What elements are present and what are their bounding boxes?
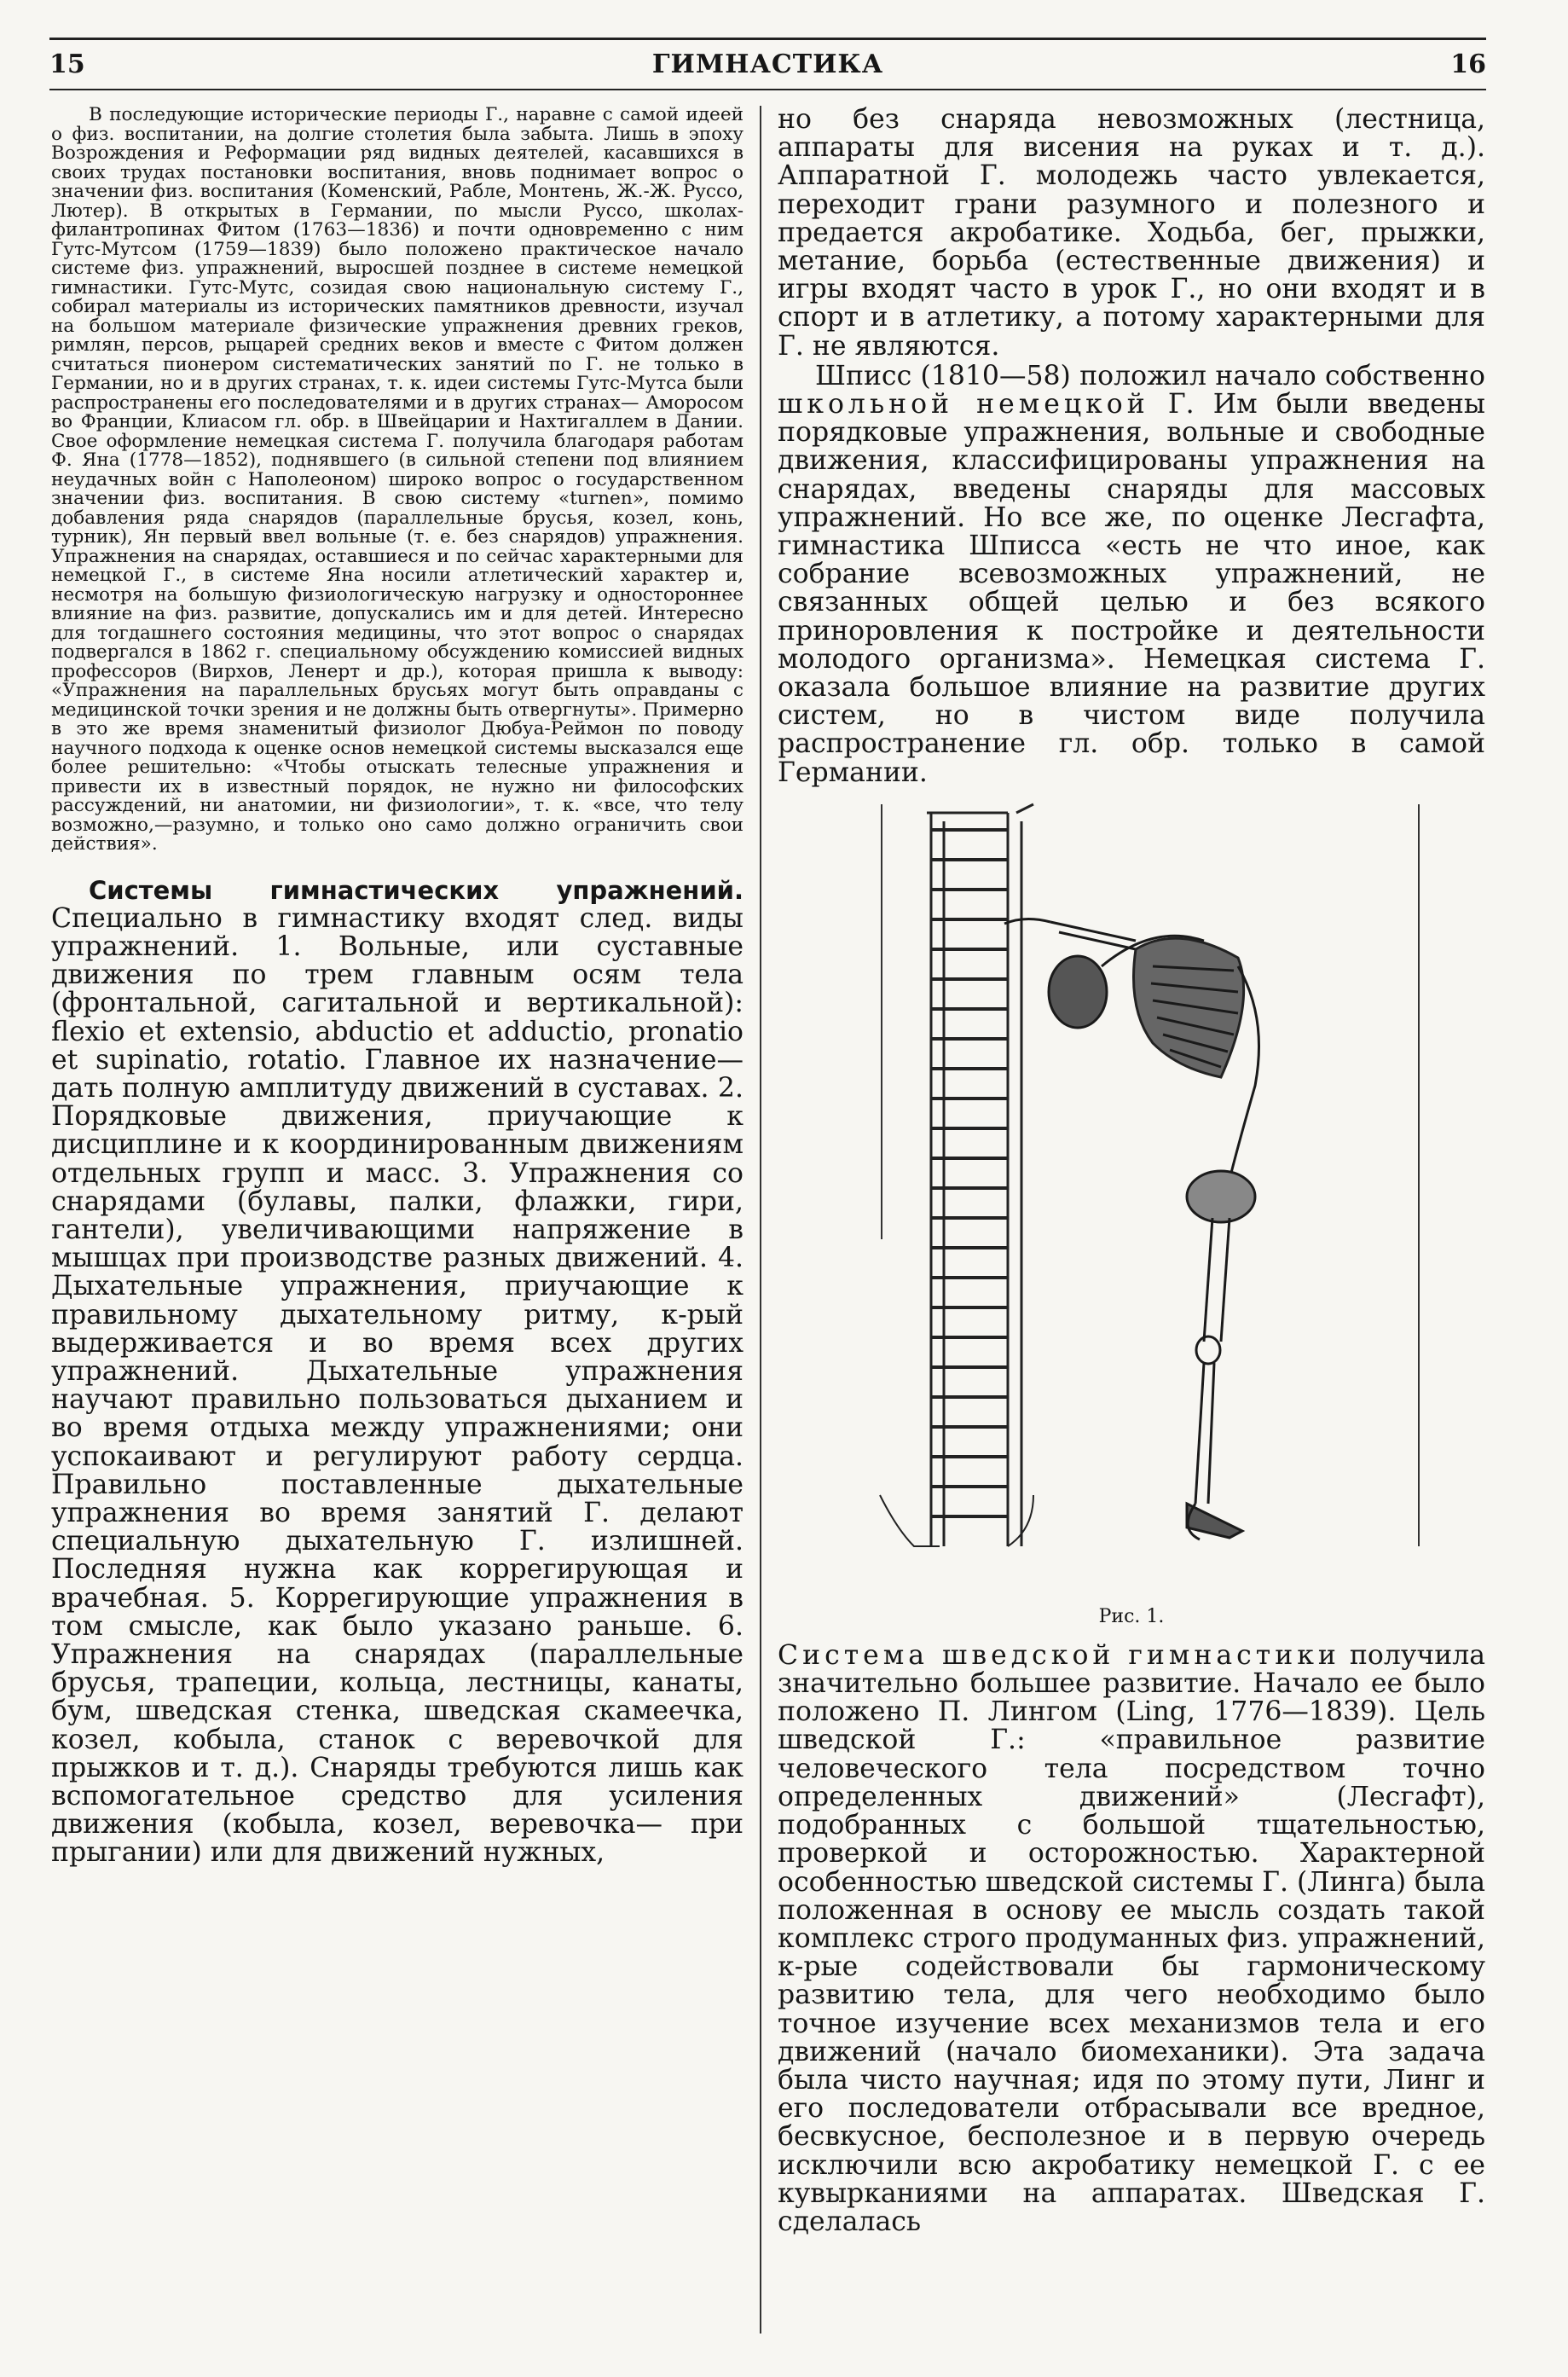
history-paragraph: В последующие исторические периоды Г., наравне с самой идеей о физ. воспитании, на долгие столетия была забыта. Лишь в эпоху Возрождения и Реформации ряд видных деятелей, касавшихся в своих трудах постановки воспитания, вновь поднимает вопрос о значении физ. воспитания (Коменский, Рабле, Монтень, Ж.-Ж. Руссо, Лютер). В открытых в Германии, по мысли Руссо, школах-филантропинах Фитом (1763—1836) и почти одновременно с ним Гутс-Мутсом (1759—1839) было положено практическое начало системе физ. упражнений, выросшей позднее в системе немецкой гимнастики. Гутс-Мутс, созидая свою национальную систему Г., собирал материалы из исторических памятников древности, изучал на большом материале физические упражнения древних греков, римлян, персов, рыцарей средних веков и вместе с Фитом должен считаться пионером систематических занятий по Г. не только в Германии, но и в других странах, т. к. идеи системы Гутс-Мутса были распространены его последователями и в других странах— Аморосом во Франции, Клиасом гл. обр. в Швейцарии и Нахтигаллем в Дании. Свое оформление немецкая система Г. получила благодаря работам Ф. Яна (1778—1852), поднявшего (в сильной степени под влиянием неудачных войн с Наполеоном) широко вопрос о государственном значении физ. воспитания. В свою систему «turnen», помимо добавления ряда снарядов (параллельные брусья, козел, конь, турник), Ян первый ввел вольные (т. е. без снарядов) упражнения. Упражнения на снарядах, оставшиеся и по сейчас характерными для немецкой Г., в системе Яна носили атлетический характер и, несмотря на большую физиологическую нагрузку и одностороннее влияние на физ. развитие, допускались им и для детей. Интересно для тогдашнего состояния медицины, что этот вопрос о снарядах подвергался в 1862 г. специальному обсуждению комиссией видных профессоров (Вирхов, Ленерт и др.), которая пришла к выводу: «Упражнения на параллельных брусьях могут быть оправданы с медицинской точки зрения и не должны быть отвергнуты». Примерно в это же время знаменитый физиолог Дюбуа-Реймон по поводу научного подхода к оценке основ немецкой системы высказался еще более решительно: «Чтобы отыскать телесные упражнения и привести их в известный порядок, не нужно ни философских рассуждений, ни анатомии, ни физиологии», т. к. «все, что телу возможно,—разумно, и только оно само должно ограничить свои действия». [51, 104, 743, 855]
swedish-text: получила значительно большее развитие. Начало ее было положено П. Лингом (Ling, 1776—1839). Цель шведской Г.: «правильное развитие человеческого тела посредством точно определенных движений» (Лесгафт), подобранных с большой тщательностью, проверкой и осторожностью. Характерной особенностью шведской системы Г. (Линга) была положенная в основу ее мысль создать такой комплекс строго продуманных физ. упражнений, к-рые содействовали бы гармоническому развитию тела, для чего необходимо было точное изучение всех механизмов тела и его движений (начало биомеханики). Эта задача была чисто научная; идя по этому пути, Линг и его последователи отбрасывали все вредное, бесвкусное, бесполезное и в первую очередь исключили всю акробатику немецкой Г. с ее кувырканиями на аппаратах. Шведская Г. сделалась [778, 1639, 1485, 2237]
column-divider [760, 106, 761, 2334]
spiess-text-b: Г. Им были введены порядковые упражнения, вольные и свободные движения, классифицированы упражнения на снарядах, введены снаряды для массовых упражнений. Но все же, по оценке Лесгафта, гимнастика Шписса «есть не что иное, как собрание всевозможных упражнений, не связанных общей целью и без всякого приноровления к постройке и деятельности молодого организма». Немецкая система Г. оказала большое влияние на развитие других систем, но в чистом виде получила распространение гл. обр. только в самой Германии. [778, 389, 1486, 788]
systems-text: Специально в гимнастику входят след. виды упражнений. 1. Вольные, или суставные движения по трем главным осям тела (фронтальной, сагитальной и вертикальной): flexio et extensio, abductio et adductio, pronatio et supinatio, rotatio. Главное их назначение— дать полную амплитуду движений в суставах. 2. Порядковые движения, приучающие к дисциплине и к координированным движениям отдельных групп и масс. 3. Упражнения со снарядами (булавы, палки, флажки, гири, гантели), увеличивающими напряжение в мышцах при производстве разных движений. 4. Дыхательные упражнения, приучающие к правильному дыхательному ритму, к-рый выдерживается и во время всех других упражнений. Дыхательные упражнения научают правильно пользоваться дыханием и во время отдыха между упражнениями; они успокаивают и регулируют работу сердца. Правильно поставленные дыхательные упражнения во время занятий Г. делают специальную дыхательную Г. излишней. Последняя нужна как коррегирующая и врачебная. 5. Коррегирующие упражнения в том смысле, как было указано раньше. 6. Упражнения на снарядах (параллельные брусья, трапеции, кольца, лестницы, канаты, бум, шведская стенка, шведская скамеечка, козел, кобыла, станок с веревочкой для прыжков и т. д.). Снаряды требуются лишь как вспомогательное средство для усиления движения (кобыла, козел, веревочка— при прыгании) или для движений нужных, [51, 902, 743, 1869]
page-number-right: 16 [1450, 49, 1486, 79]
figure-1-illustration [778, 796, 1485, 1606]
running-title: ГИМНАСТИКА [651, 49, 884, 79]
spiess-paragraph [778, 362, 1485, 787]
page-header [49, 49, 1486, 84]
spiess-text-a: Шписс (1810—58) положил начало собственно [815, 360, 1485, 391]
page-number-left: 15 [49, 49, 85, 79]
figure-frame [882, 804, 1419, 1546]
right-column [778, 106, 1485, 2236]
systems-heading: Системы гимнастических упражнений. [89, 875, 743, 905]
left-column [51, 106, 743, 1868]
wall-bars [927, 804, 1033, 1546]
swedish-paragraph [778, 1639, 1485, 2237]
skeleton-figure [1004, 919, 1259, 1539]
spiess-spaced-term: школьной немецкой [778, 389, 1149, 420]
apparatus-paragraph: но без снаряда невозможных (лестница, аппараты для висения на руках и т. д.). Аппаратной Г. молодежь часто увлекается, переходит грани разумного и полезного и предается акробатике. Ходьба, бег, прыжки, метание, борьба (естественные движения) и игры входят часто в урок Г., но они входят и в спорт и в атлетику, а потому характерными для Г. не являются. [778, 104, 1485, 362]
systems-paragraph [51, 877, 743, 1868]
swedish-spaced-term: Система шведской гимнастики [778, 1639, 1340, 1671]
header-rule [49, 89, 1486, 90]
figure-1 [778, 796, 1485, 1606]
top-rule [49, 38, 1486, 40]
figure-1-caption: Рис. 1. [1098, 1605, 1165, 1627]
wall-base [880, 1495, 1033, 1546]
